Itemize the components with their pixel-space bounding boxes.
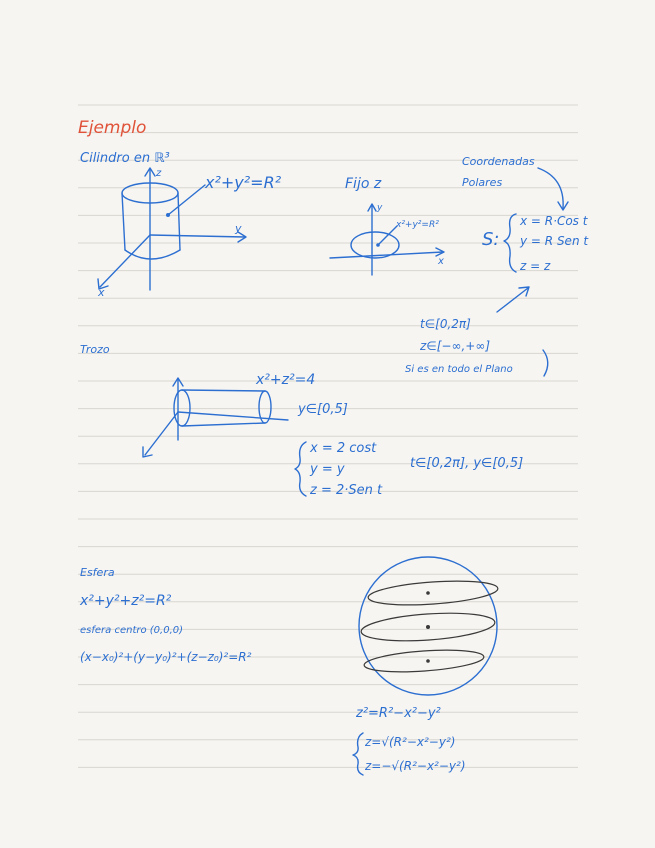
sphere-sketch — [359, 557, 499, 695]
trozo-heading: Trozo — [80, 343, 110, 356]
param-z: z = z — [520, 259, 551, 273]
esfera-equation: x²+y²+z²=R² — [80, 593, 172, 609]
trozo-brace — [295, 442, 306, 496]
axis-label-y: y — [235, 222, 242, 235]
polar-note-line2: Polares — [462, 176, 503, 189]
range-z: z∈[−∞,+∞] — [420, 339, 491, 353]
param-y: y = R Sen t — [520, 234, 589, 248]
trozo-range-y: y∈[0,5] — [298, 402, 348, 417]
ruled-lines — [78, 105, 578, 767]
axis-label-x: x — [438, 256, 444, 267]
esfera-center-note: esfera centro (0,0,0) — [80, 625, 184, 636]
small-circle-equation: x²+y²=R² — [396, 220, 439, 230]
esfera-pos-root: z=√(R²−x²−y²) — [365, 735, 456, 749]
axis-label-x: x — [98, 286, 105, 299]
trozo-param-z: z = 2·Sen t — [310, 483, 383, 498]
trozo-equation: x²+z²=4 — [256, 372, 316, 388]
range-arrow — [497, 288, 528, 312]
section-title: Ejemplo — [78, 118, 147, 138]
range-t: t∈[0,2π] — [420, 317, 471, 331]
horizontal-cylinder-sketch — [143, 378, 288, 457]
trozo-param-x: x = 2 cost — [310, 441, 377, 456]
cylinder-equation: x²+y²=R² — [205, 173, 282, 192]
plane-note: Si es en todo el Plano — [405, 364, 513, 375]
esfera-neg-root: z=−√(R²−x²−y²) — [365, 759, 466, 773]
axis-label-z: z — [156, 168, 162, 179]
esfera-solve-z: z²=R²−x²−y² — [356, 706, 441, 721]
cylinder-heading: Cilindro en ℝ³ — [80, 151, 170, 166]
system-label: S: — [482, 229, 500, 250]
esfera-heading: Esfera — [80, 566, 115, 579]
trozo-ranges: t∈[0,2π], y∈[0,5] — [410, 456, 524, 471]
fix-z-label: Fijo z — [345, 176, 382, 192]
trozo-param-y: y = y — [310, 462, 345, 477]
axis-label-y: y — [377, 203, 383, 213]
polar-note-line1: Coordenadas — [462, 155, 535, 168]
param-x: x = R·Cos t — [520, 214, 588, 228]
circle-sketch — [330, 204, 444, 275]
esfera-general-equation: (x−x₀)²+(y−y₀)²+(z−z₀)²=R² — [80, 650, 252, 664]
